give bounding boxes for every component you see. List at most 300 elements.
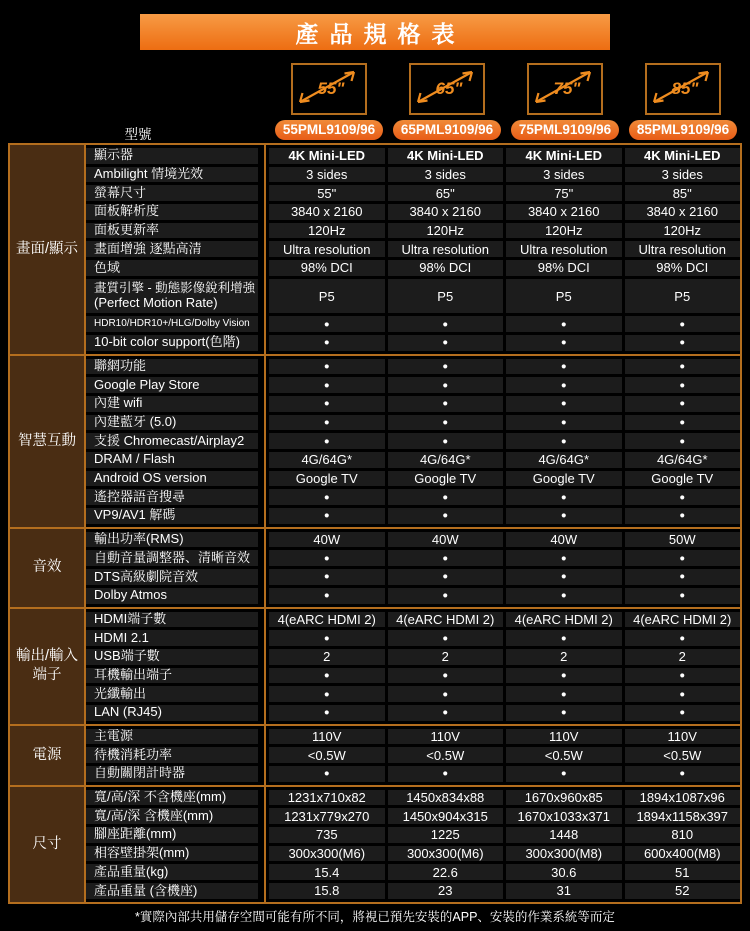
spec-value-row [266,433,740,449]
labels-column [86,726,266,785]
spec-label-text: 腳座距離(mm) [94,827,177,842]
spec-value: 4K Mini-LED [388,148,504,164]
group-label [10,529,86,607]
screen-size-icon [409,63,485,115]
feature-dot-icon: ● [388,588,504,604]
spec-row-label [86,569,258,585]
feature-dot-icon: ● [625,359,741,375]
spec-label-text: 寬/高/深 含機座(mm) [94,808,214,823]
spec-label-text: HDMI 2.1 [94,630,149,645]
spec-row-label [86,415,258,431]
page-title: 產品規格表 [295,20,466,47]
group-label-text: 電源 [32,746,62,763]
spec-value-row [266,508,740,524]
spec-label-text: 自動音量調整器、清晰音效 [94,550,251,565]
spec-label-text: 產品重量(kg) [94,864,169,879]
spec-value: 300x300(M8) [506,846,622,862]
spec-row-label [86,766,258,782]
feature-dot-icon: ● [388,396,504,412]
model-badge-cell [270,120,388,140]
spec-value-row [266,729,740,745]
feature-dot-icon: ● [506,630,622,646]
spec-value: Google TV [625,471,741,487]
feature-dot-icon: ● [506,415,622,431]
spec-value: <0.5W [269,747,385,763]
spec-value-row [266,550,740,566]
group-label [10,787,86,902]
spec-value-row [266,649,740,665]
screen-size-label: 65" [435,79,463,98]
values-column [266,609,740,724]
group-body [86,529,740,607]
group-label-text: 輸出/輸入端子 [15,648,79,684]
spec-value: 3840 x 2160 [388,204,504,220]
spec-value-row [266,148,740,164]
spec-value: 65" [388,185,504,201]
group-label-text: 音效 [32,559,62,576]
feature-dot-icon: ● [269,433,385,449]
feature-dot-icon: ● [269,705,385,721]
feature-dot-icon: ● [388,433,504,449]
spec-row-label [86,508,258,524]
spec-value: 3840 x 2160 [269,204,385,220]
feature-dot-icon: ● [269,335,385,351]
spec-label-text: 耳機輸出端子 [94,667,173,682]
spec-value: 40W [388,532,504,548]
spec-value: 4(eARC HDMI 2) [625,612,741,628]
spec-value: 2 [625,649,741,665]
group-body [86,356,740,527]
spec-group [10,354,740,527]
feature-dot-icon: ● [625,335,741,351]
spec-row-label [86,649,258,665]
spec-value-row [266,532,740,548]
spec-value-row [266,335,740,351]
group-body [86,787,740,902]
spec-value: 4K Mini-LED [269,148,385,164]
spec-value: 3840 x 2160 [625,204,741,220]
spec-value: 98% DCI [269,260,385,276]
spec-value: Google TV [269,471,385,487]
spec-label-text: 光纖輸出 [94,686,147,701]
spec-row-label [86,489,258,505]
spec-value: 110V [388,729,504,745]
feature-dot-icon: ● [625,415,741,431]
spec-value-row [266,204,740,220]
spec-value: 51 [625,864,741,880]
feature-dot-icon: ● [625,686,741,702]
feature-dot-icon: ● [625,569,741,585]
spec-row-label [86,864,258,880]
spec-value: 98% DCI [506,260,622,276]
spec-row-label [86,790,258,806]
spec-value-row [266,766,740,782]
spec-row-label [86,550,258,566]
spec-row-label [86,883,258,899]
spec-value: 3840 x 2160 [506,204,622,220]
spec-value: 4K Mini-LED [506,148,622,164]
model-badge: 75PML9109/96 [511,120,619,140]
screen-size-icon [645,63,721,115]
feature-dot-icon: ● [506,335,622,351]
spec-value: 15.8 [269,883,385,899]
spec-value: 1225 [388,827,504,843]
spec-value: 3 sides [269,167,385,183]
spec-value-row [266,185,740,201]
feature-dot-icon: ● [506,686,622,702]
spec-value: 110V [269,729,385,745]
spec-value-row [266,827,740,843]
spec-row-label [86,668,258,684]
spec-label-text: Google Play Store [94,377,200,392]
spec-value: 1670x1033x371 [506,808,622,824]
model-badge: 65PML9109/96 [393,120,501,140]
model-row-label: 型號 [124,127,152,142]
feature-dot-icon: ● [506,316,622,332]
spec-row-label [86,279,258,313]
screen-size-icon [527,63,603,115]
group-body [86,145,740,354]
spec-value: Google TV [388,471,504,487]
group-label [10,145,86,354]
feature-dot-icon: ● [388,686,504,702]
feature-dot-icon: ● [506,433,622,449]
feature-dot-icon: ● [625,316,741,332]
spec-value: <0.5W [388,747,504,763]
screen-size-icon [291,63,367,115]
spec-value: 2 [506,649,622,665]
spec-row-label [86,532,258,548]
spec-value-row [266,686,740,702]
spec-value: 300x300(M6) [388,846,504,862]
spec-label-text: 螢幕尺寸 [94,185,147,200]
feature-dot-icon: ● [269,359,385,375]
spec-label-text: 相容壁掛架(mm) [94,845,190,861]
spec-row-label [86,808,258,824]
spec-value: 15.4 [269,864,385,880]
spec-value: 55" [269,185,385,201]
spec-table [8,143,742,904]
spec-label-text: 聯網功能 [94,358,147,373]
spec-value: 1231x710x82 [269,790,385,806]
spec-value-row [266,223,740,239]
screen-size-cell [270,63,388,115]
feature-dot-icon: ● [506,588,622,604]
spec-value: 600x400(M8) [625,846,741,862]
spec-value: 4(eARC HDMI 2) [388,612,504,628]
feature-dot-icon: ● [388,415,504,431]
feature-dot-icon: ● [269,766,385,782]
labels-column [86,356,266,527]
spec-value-row [266,747,740,763]
feature-dot-icon: ● [625,705,741,721]
spec-label-text: DTS高級劇院音效 [94,569,199,584]
spec-label-text: 內建藍牙 (5.0) [94,414,177,430]
spec-value: 4G/64G* [388,452,504,468]
feature-dot-icon: ● [625,433,741,449]
feature-dot-icon: ● [269,588,385,604]
spec-value-row [266,808,740,824]
spec-row-label [86,452,258,468]
feature-dot-icon: ● [506,705,622,721]
spec-label-text: 面板解析度 [94,204,160,219]
spec-label-text: 顯示器 [94,148,134,163]
screen-size-label: 75" [553,79,581,98]
spec-value-row [266,377,740,393]
spec-value: 1894x1158x397 [625,808,741,824]
spec-label-text: Dolby Atmos [94,587,167,603]
spec-group [10,724,740,785]
group-body [86,609,740,724]
spec-value: 40W [506,532,622,548]
spec-label-text: 支援 Chromecast/Airplay2 [94,433,245,448]
spec-row-label [86,148,258,164]
spec-value: 1894x1087x96 [625,790,741,806]
labels-column [86,145,266,354]
screen-size-label: 85" [671,79,699,98]
feature-dot-icon: ● [506,569,622,585]
spec-value: P5 [625,279,741,313]
feature-dot-icon: ● [388,377,504,393]
feature-dot-icon: ● [269,396,385,412]
spec-label-text: 遙控器語音搜尋 [94,489,186,504]
feature-dot-icon: ● [625,550,741,566]
spec-value: 3 sides [506,167,622,183]
spec-value: 120Hz [625,223,741,239]
spec-value-row [266,241,740,257]
spec-value: 30.6 [506,864,622,880]
feature-dot-icon: ● [625,630,741,646]
spec-value-row [266,260,740,276]
feature-dot-icon: ● [506,489,622,505]
feature-dot-icon: ● [388,508,504,524]
spec-value: 3 sides [388,167,504,183]
spec-row-label [86,204,258,220]
feature-dot-icon: ● [506,668,622,684]
feature-dot-icon: ● [388,359,504,375]
spec-value: 1448 [506,827,622,843]
feature-dot-icon: ● [269,668,385,684]
spec-row-label [86,729,258,745]
spec-value-row [266,790,740,806]
spec-label-text: USB端子數 [94,648,160,664]
spec-row-label [86,588,258,604]
spec-label-text: 內建 wifi [94,395,143,411]
spec-label-text: Ambilight 情境光效 [94,166,204,182]
spec-group [10,527,740,607]
feature-dot-icon: ● [388,316,504,332]
feature-dot-icon: ● [269,508,385,524]
spec-value: 1231x779x270 [269,808,385,824]
spec-value-row [266,569,740,585]
feature-dot-icon: ● [269,316,385,332]
group-label-text: 尺寸 [32,835,62,852]
feature-dot-icon: ● [625,396,741,412]
spec-value-row [266,489,740,505]
feature-dot-icon: ● [388,489,504,505]
feature-dot-icon: ● [269,569,385,585]
model-badge-cell [388,120,506,140]
spec-value: 735 [269,827,385,843]
spec-label-text: VP9/AV1 解碼 [94,508,176,523]
spec-value: 3 sides [625,167,741,183]
spec-value: 120Hz [388,223,504,239]
screen-size-cell [388,63,506,115]
feature-dot-icon: ● [269,630,385,646]
spec-value-row [266,415,740,431]
model-badge-cell [624,120,742,140]
group-label [10,356,86,527]
spec-row-label [86,471,258,487]
labels-column [86,787,266,902]
spec-label-text: 色域 [94,260,121,275]
spec-value: Google TV [506,471,622,487]
spec-value: 4K Mini-LED [625,148,741,164]
spec-row-label [86,747,258,763]
spec-group [10,607,740,724]
spec-value: P5 [269,279,385,313]
spec-row-label [86,612,258,628]
spec-value: 4(eARC HDMI 2) [269,612,385,628]
footnote: *實際內部共用儲存空間可能有所不同，將視已預先安裝的APP、安裝的作業系統等而定 [135,910,615,924]
spec-value: Ultra resolution [625,241,741,257]
group-label [10,609,86,724]
spec-value: 52 [625,883,741,899]
feature-dot-icon: ● [506,396,622,412]
spec-value: 110V [506,729,622,745]
spec-row-label [86,705,258,721]
spec-value: <0.5W [625,747,741,763]
feature-dot-icon: ● [625,668,741,684]
spec-value-row [266,452,740,468]
feature-dot-icon: ● [269,489,385,505]
spec-value: 23 [388,883,504,899]
spec-value: 300x300(M6) [269,846,385,862]
feature-dot-icon: ● [388,705,504,721]
values-column [266,726,740,785]
feature-dot-icon: ● [506,508,622,524]
spec-value: 4(eARC HDMI 2) [506,612,622,628]
spec-value: Ultra resolution [388,241,504,257]
spec-row-label [86,377,258,393]
spec-value: 110V [625,729,741,745]
spec-value: Ultra resolution [269,241,385,257]
spec-label-text: 寬/高/深 不含機座(mm) [94,789,227,805]
feature-dot-icon: ● [269,415,385,431]
spec-value: 40W [269,532,385,548]
spec-value-row [266,167,740,183]
spec-label-text: 待機消耗功率 [94,747,173,762]
spec-value: 120Hz [269,223,385,239]
feature-dot-icon: ● [506,377,622,393]
spec-label-text: 自動關閉計時器 [94,766,186,781]
spec-value-row [266,846,740,862]
feature-dot-icon: ● [388,569,504,585]
spec-value: 1450x904x315 [388,808,504,824]
spec-row-label [86,630,258,646]
feature-dot-icon: ● [625,489,741,505]
spec-value: 50W [625,532,741,548]
spec-value-row [266,883,740,899]
group-label [10,726,86,785]
spec-row-label [86,359,258,375]
spec-row-label [86,846,258,862]
spec-row-label [86,433,258,449]
feature-dot-icon: ● [625,377,741,393]
feature-dot-icon: ● [388,335,504,351]
values-column [266,145,740,354]
spec-label-text: 輸出功率(RMS) [94,531,184,547]
spec-value-row [266,705,740,721]
feature-dot-icon: ● [388,766,504,782]
screen-size-icons-row [270,63,742,115]
spec-value-row [266,359,740,375]
spec-value-row [266,279,740,313]
spec-value-row [266,396,740,412]
group-label-text: 智慧互動 [18,432,76,449]
spec-value: Ultra resolution [506,241,622,257]
spec-label-text: 產品重量 (含機座) [94,883,198,898]
model-badge-cell [506,120,624,140]
spec-value-row [266,471,740,487]
feature-dot-icon: ● [269,686,385,702]
spec-value: 98% DCI [388,260,504,276]
feature-dot-icon: ● [625,766,741,782]
spec-label-text: LAN (RJ45) [94,704,162,720]
page-title-banner [140,14,610,50]
feature-dot-icon: ● [506,766,622,782]
spec-label-text: 面板更新率 [94,222,160,238]
labels-column [86,609,266,724]
spec-row-label [86,241,258,257]
values-column [266,787,740,902]
spec-value: 85" [625,185,741,201]
spec-label-text: 主電源 [94,728,134,744]
model-badge: 55PML9109/96 [275,120,383,140]
spec-value-row [266,316,740,332]
spec-label-text: 畫面增強 逐點高清 [94,241,202,256]
spec-value: 98% DCI [625,260,741,276]
feature-dot-icon: ● [269,550,385,566]
spec-value: P5 [388,279,504,313]
spec-value-row [266,612,740,628]
spec-value: 75" [506,185,622,201]
spec-value: <0.5W [506,747,622,763]
spec-value: 2 [388,649,504,665]
feature-dot-icon: ● [625,588,741,604]
group-body [86,726,740,785]
spec-label-text: DRAM / Flash [94,452,175,467]
spec-value: 22.6 [388,864,504,880]
spec-row-label [86,260,258,276]
screen-size-label: 55" [317,79,345,98]
feature-dot-icon: ● [388,630,504,646]
spec-value: 1670x960x85 [506,790,622,806]
spec-value: 31 [506,883,622,899]
spec-label-text: HDMI端子數 [94,611,167,626]
values-column [266,356,740,527]
spec-row-label [86,396,258,412]
spec-row-label [86,223,258,239]
feature-dot-icon: ● [269,377,385,393]
spec-label-text: 10-bit color support(色階) [94,334,240,350]
spec-value: 4G/64G* [269,452,385,468]
spec-row-label [86,686,258,702]
feature-dot-icon: ● [506,359,622,375]
screen-size-cell [624,63,742,115]
model-badge: 85PML9109/96 [629,120,737,140]
spec-group [10,785,740,902]
